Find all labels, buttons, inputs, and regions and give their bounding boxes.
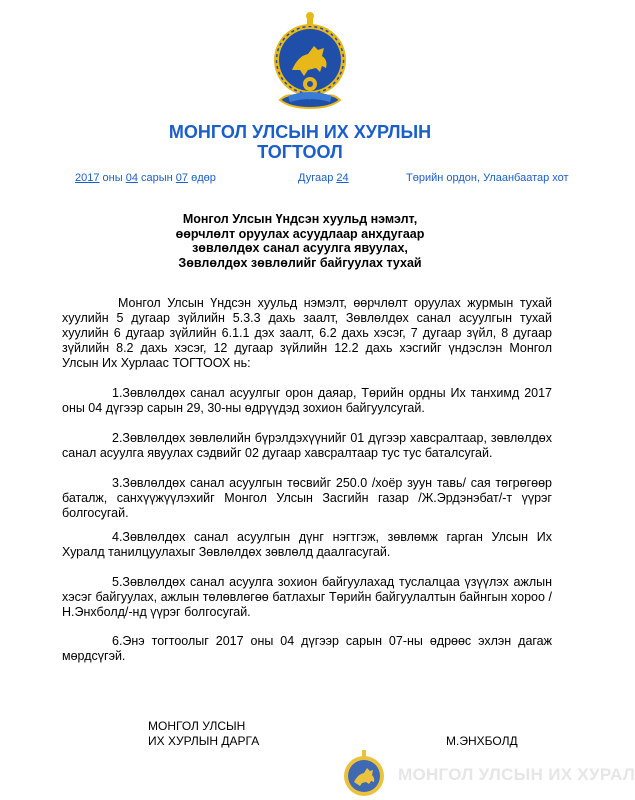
date-month-suffix: сарын	[137, 172, 176, 184]
signatory-org-line2: ИХ ХУРЛЫН ДАРГА	[148, 734, 260, 748]
signatory-org-line1: МОНГОЛ УЛСЫН	[148, 719, 246, 733]
date-day-suffix: өдөр	[188, 172, 216, 184]
subject-line: Монгол Улсын Үндсэн хуульд нэмэлт,	[182, 212, 418, 226]
signatory-title	[148, 719, 259, 749]
decision-item: 4.Зөвлөлдөх санал асуулгын дүнг нэгтгэж, зөвлөмж гарган Улсын Их Хуралд танилцуулахыг Зөвлөлдөх зөвлөлд даалгасугай.	[62, 530, 552, 559]
preamble-paragraph: Монгол Улсын Үндсэн хуульд нэмэлт, өөрчлөлт оруулах журмын тухай хуулийн 5 дугаар зүйлийн 5.3.3 дахь заалт, Зөвлөлдөх санал асуулгын тухай хуулийн 6 дугаар зүйлийн 6.1.1 дэх заалт, 6.2 дахь хэсэг, 7 дугаар зүйл, 8 дугаар зүйлийн 8.2 дахь хэсэг, 12 дугаар зүйлийн 12.2 дахь хэсгийг үндэслэн Монгол Улсын Их Хурлаас ТОГТООХ нь:	[62, 296, 552, 370]
subject-line: Зөвлөлдөх зөвлөлийг байгуулах тухай	[178, 255, 422, 270]
decision-item: 6.Энэ тогтоолыг 2017 оны 04 дүгээр сарын 07-ны өдрөөс эхлэн дагаж мөрдсүгэй.	[62, 634, 552, 663]
decision-item: 5.Зөвлөлдөх санал асуулга зохион байгуулахад туслалцаа үзүүлэх ажлын хэсэг байгуулах, ажлын төлөвлөгөө батлахыг Төрийн байгуулалтын байнгын хороо /Н.Энхболд/-нд үүрэг болгосугай.	[62, 575, 552, 619]
subject-line: зөвлөлдөх санал асуулга явуулах,	[192, 241, 408, 255]
watermark-emblem-icon	[340, 750, 388, 800]
signatory-name: М.ЭНХБОЛД	[446, 734, 518, 748]
location: Төрийн ордон, Улаанбаатар хот	[406, 172, 569, 184]
subject-line: өөрчлөлт оруулах асуудлаар анхдугаар	[175, 226, 425, 241]
decision-item: 2.Зөвлөлдөх зөвлөлийн бүрэлдэхүүнийг 01 дүгээр хавсралтаар, зөвлөлдөх санал асуулга явуулах сэдвийг 02 дугаар хавсралтаар тус тус баталсугай.	[62, 431, 552, 460]
number-value: 24	[336, 172, 349, 184]
watermark-text: МОНГОЛ УЛСЫН ИХ ХУРАЛ	[398, 765, 635, 784]
date-year: 2017	[75, 172, 100, 184]
decision-item: 1.Зөвлөлдөх санал асуулгыг орон даяар, Төрийн ордны Их танхимд 2017 оны 04 дүгээр сарын 29, 30-ны өдрүүдэд зохион байгуулсугай.	[62, 386, 552, 415]
date-day: 07	[175, 172, 189, 184]
document-title-line2: ТОГТООЛ	[257, 142, 343, 162]
state-emblem-icon	[268, 8, 352, 118]
number-label: Дугаар	[298, 172, 337, 184]
date-line	[75, 172, 216, 184]
resolution-subject	[0, 212, 600, 270]
date-month: 04	[125, 172, 138, 184]
resolution-number	[298, 172, 349, 184]
decision-item: 3.Зөвлөлдөх санал асуулгын төсвийг 250.0 /хоёр зуун тавь/ сая төгрөгөөр баталж, санхүүжүүлэхийг Монгол Улсын Засгийн газар /Ж.Эрдэнэбат/-т үүрэг болгосугай.	[62, 476, 552, 520]
date-year-suffix: оны	[99, 172, 126, 184]
document-title-line1: МОНГОЛ УЛСЫН ИХ ХУРЛЫН	[168, 122, 432, 142]
